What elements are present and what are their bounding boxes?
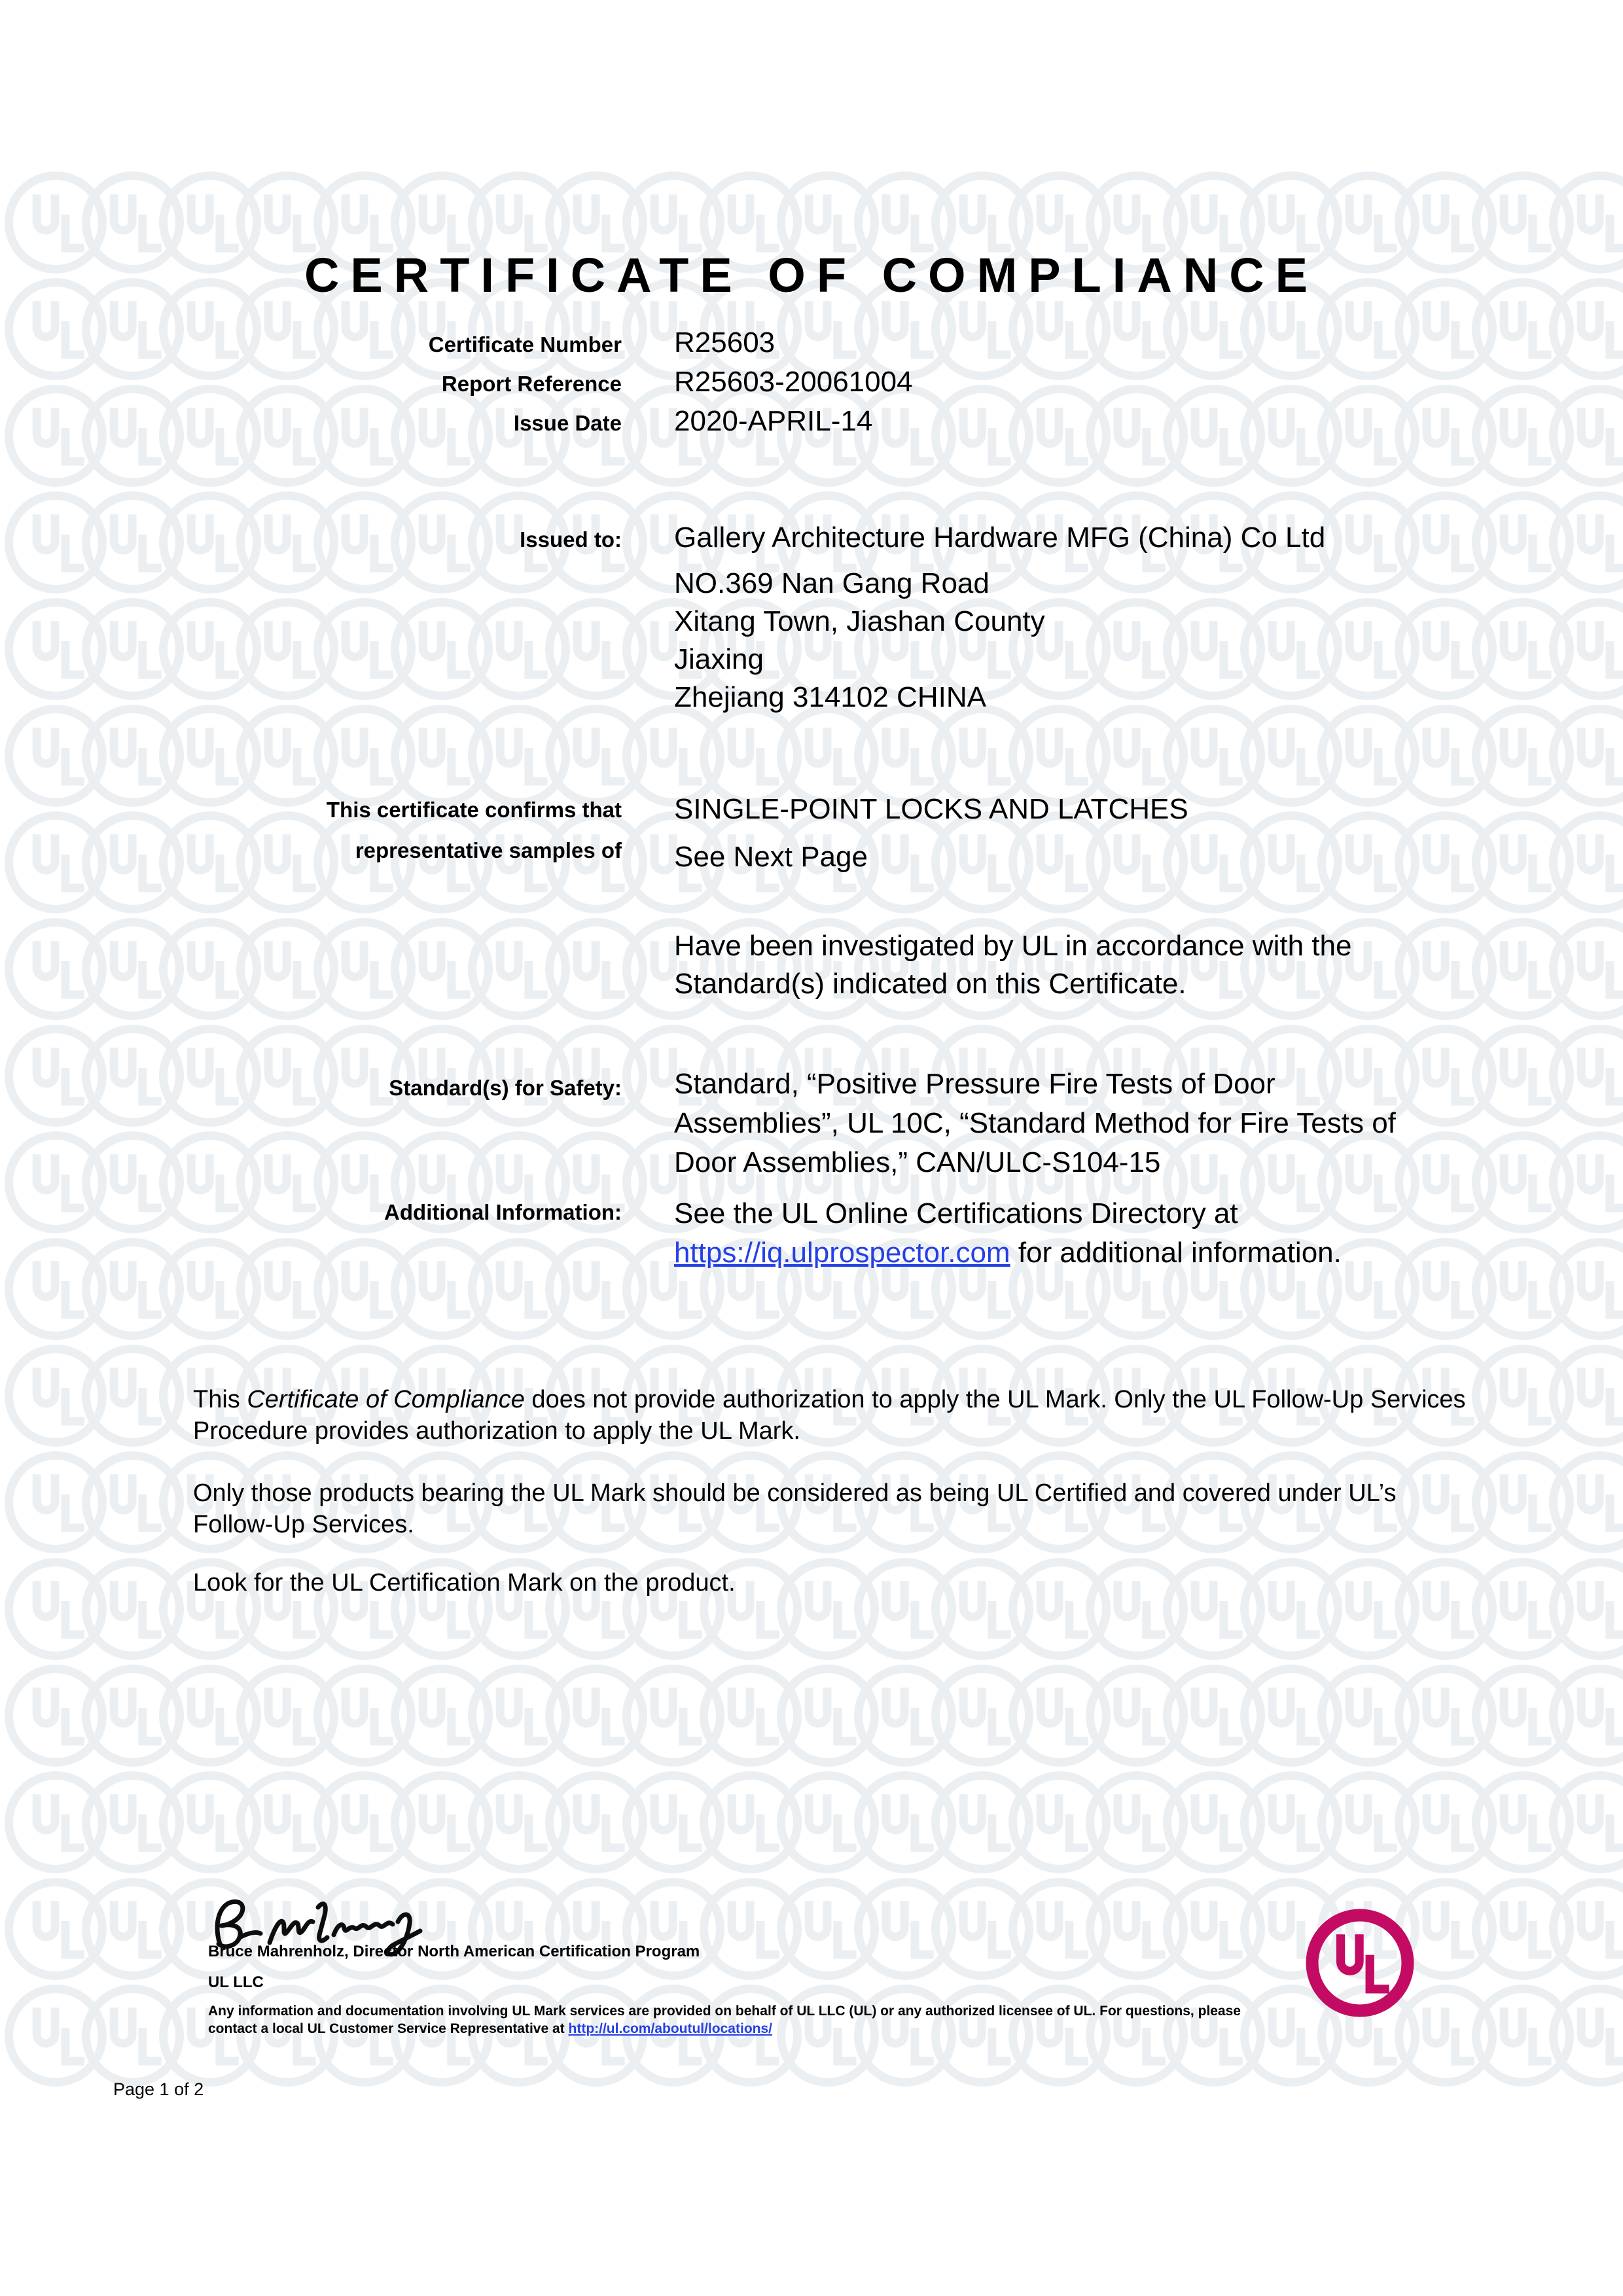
issue-date-value: 2020-APRIL-14 — [674, 405, 873, 437]
address-line: NO.369 Nan Gang Road — [674, 567, 990, 599]
additional-info-line1: See the UL Online Certifications Directory at — [674, 1197, 1238, 1229]
address-line: Jiaxing — [674, 643, 764, 675]
confirms-label-line2: representative samples of — [355, 838, 622, 862]
issue-date-row — [0, 402, 872, 442]
issued-to-label: Issued to: — [520, 527, 622, 552]
signatory-company: UL LLC — [208, 1973, 264, 1991]
report-reference-value: R25603-20061004 — [674, 366, 913, 398]
ul-logo-badge — [1299, 1902, 1421, 2024]
product-name: SINGLE-POINT LOCKS AND LATCHES — [674, 793, 1188, 825]
additional-info-values — [674, 1194, 1342, 1273]
confirms-label — [0, 790, 622, 871]
certificate-number-value: R25603 — [674, 327, 776, 359]
fine-print-line2-text: contact a local UL Customer Service Representative at — [208, 2021, 569, 2036]
address-line: Xitang Town, Jiashan County — [674, 605, 1045, 637]
company-name: Gallery Architecture Hardware MFG (China) Co Ltd — [674, 521, 1326, 554]
fine-print — [208, 2002, 1241, 2038]
issued-to-row — [0, 519, 1325, 716]
paragraph-look-for-mark: Look for the UL Certification Mark on the product. — [193, 1569, 736, 1597]
standards-line: Assemblies”, UL 10C, “Standard Method for Fire Tests of — [674, 1107, 1396, 1139]
paragraph-text: does not provide authorization to apply the UL Mark. Only the UL Follow-Up Services Procedure provides authorization to apply the UL Mark. — [193, 1386, 1466, 1445]
standards-label: Standard(s) for Safety: — [389, 1076, 622, 1100]
signatory-name-title: Bruce Mahrenholz, Director North American Certification Program — [208, 1943, 700, 1960]
issue-date-label: Issue Date — [513, 411, 622, 435]
paragraph-authorization — [193, 1384, 1469, 1447]
ulprospector-link[interactable]: https://iq.ulprospector.com — [674, 1237, 1010, 1269]
certificate-of-compliance-italic: Certificate of Compliance — [247, 1386, 525, 1413]
additional-info-line2 — [674, 1233, 1342, 1273]
investigated-line2: Standard(s) indicated on this Certificate. — [674, 968, 1186, 1000]
fine-print-line1: Any information and documentation involving UL Mark services are provided on behalf of UL LLC (UL) or any authorized licensee of UL. For questions, please — [208, 2004, 1241, 2019]
additional-info-tail: for additional information. — [1010, 1237, 1342, 1269]
investigated-statement — [674, 927, 1351, 1003]
address-line: Zhejiang 314102 CHINA — [674, 681, 986, 713]
see-next-page-note: See Next Page — [674, 841, 868, 873]
paragraph-ul-mark: Only those products bearing the UL Mark should be considered as being UL Certified and covered under UL’s Follow-Up Services. — [193, 1479, 1397, 1538]
investigated-line1: Have been investigated by UL in accordance with the — [674, 930, 1352, 962]
page-number: Page 1 of 2 — [113, 2079, 204, 2099]
standards-line: Door Assemblies,” CAN/ULC-S104-15 — [674, 1146, 1161, 1178]
ul-locations-link[interactable]: http://ul.com/aboutul/locations/ — [568, 2021, 772, 2036]
page-title: CERTIFICATE OF COMPLIANCE — [304, 248, 1319, 302]
standards-values — [674, 1065, 1396, 1182]
confirms-label-line1: This certificate confirms that — [326, 798, 622, 822]
issued-to-address — [674, 519, 1325, 716]
additional-info-label: Additional Information: — [384, 1200, 622, 1224]
certificate-number-label: Certificate Number — [428, 332, 622, 357]
report-reference-label: Report Reference — [441, 372, 622, 396]
report-reference-row — [0, 363, 913, 403]
paragraph-text: This — [193, 1386, 247, 1413]
fine-print-line2 — [208, 2020, 1241, 2038]
confirms-values — [674, 785, 1188, 881]
certificate-number-row — [0, 324, 775, 364]
standards-line: Standard, “Positive Pressure Fire Tests of Door — [674, 1068, 1275, 1100]
